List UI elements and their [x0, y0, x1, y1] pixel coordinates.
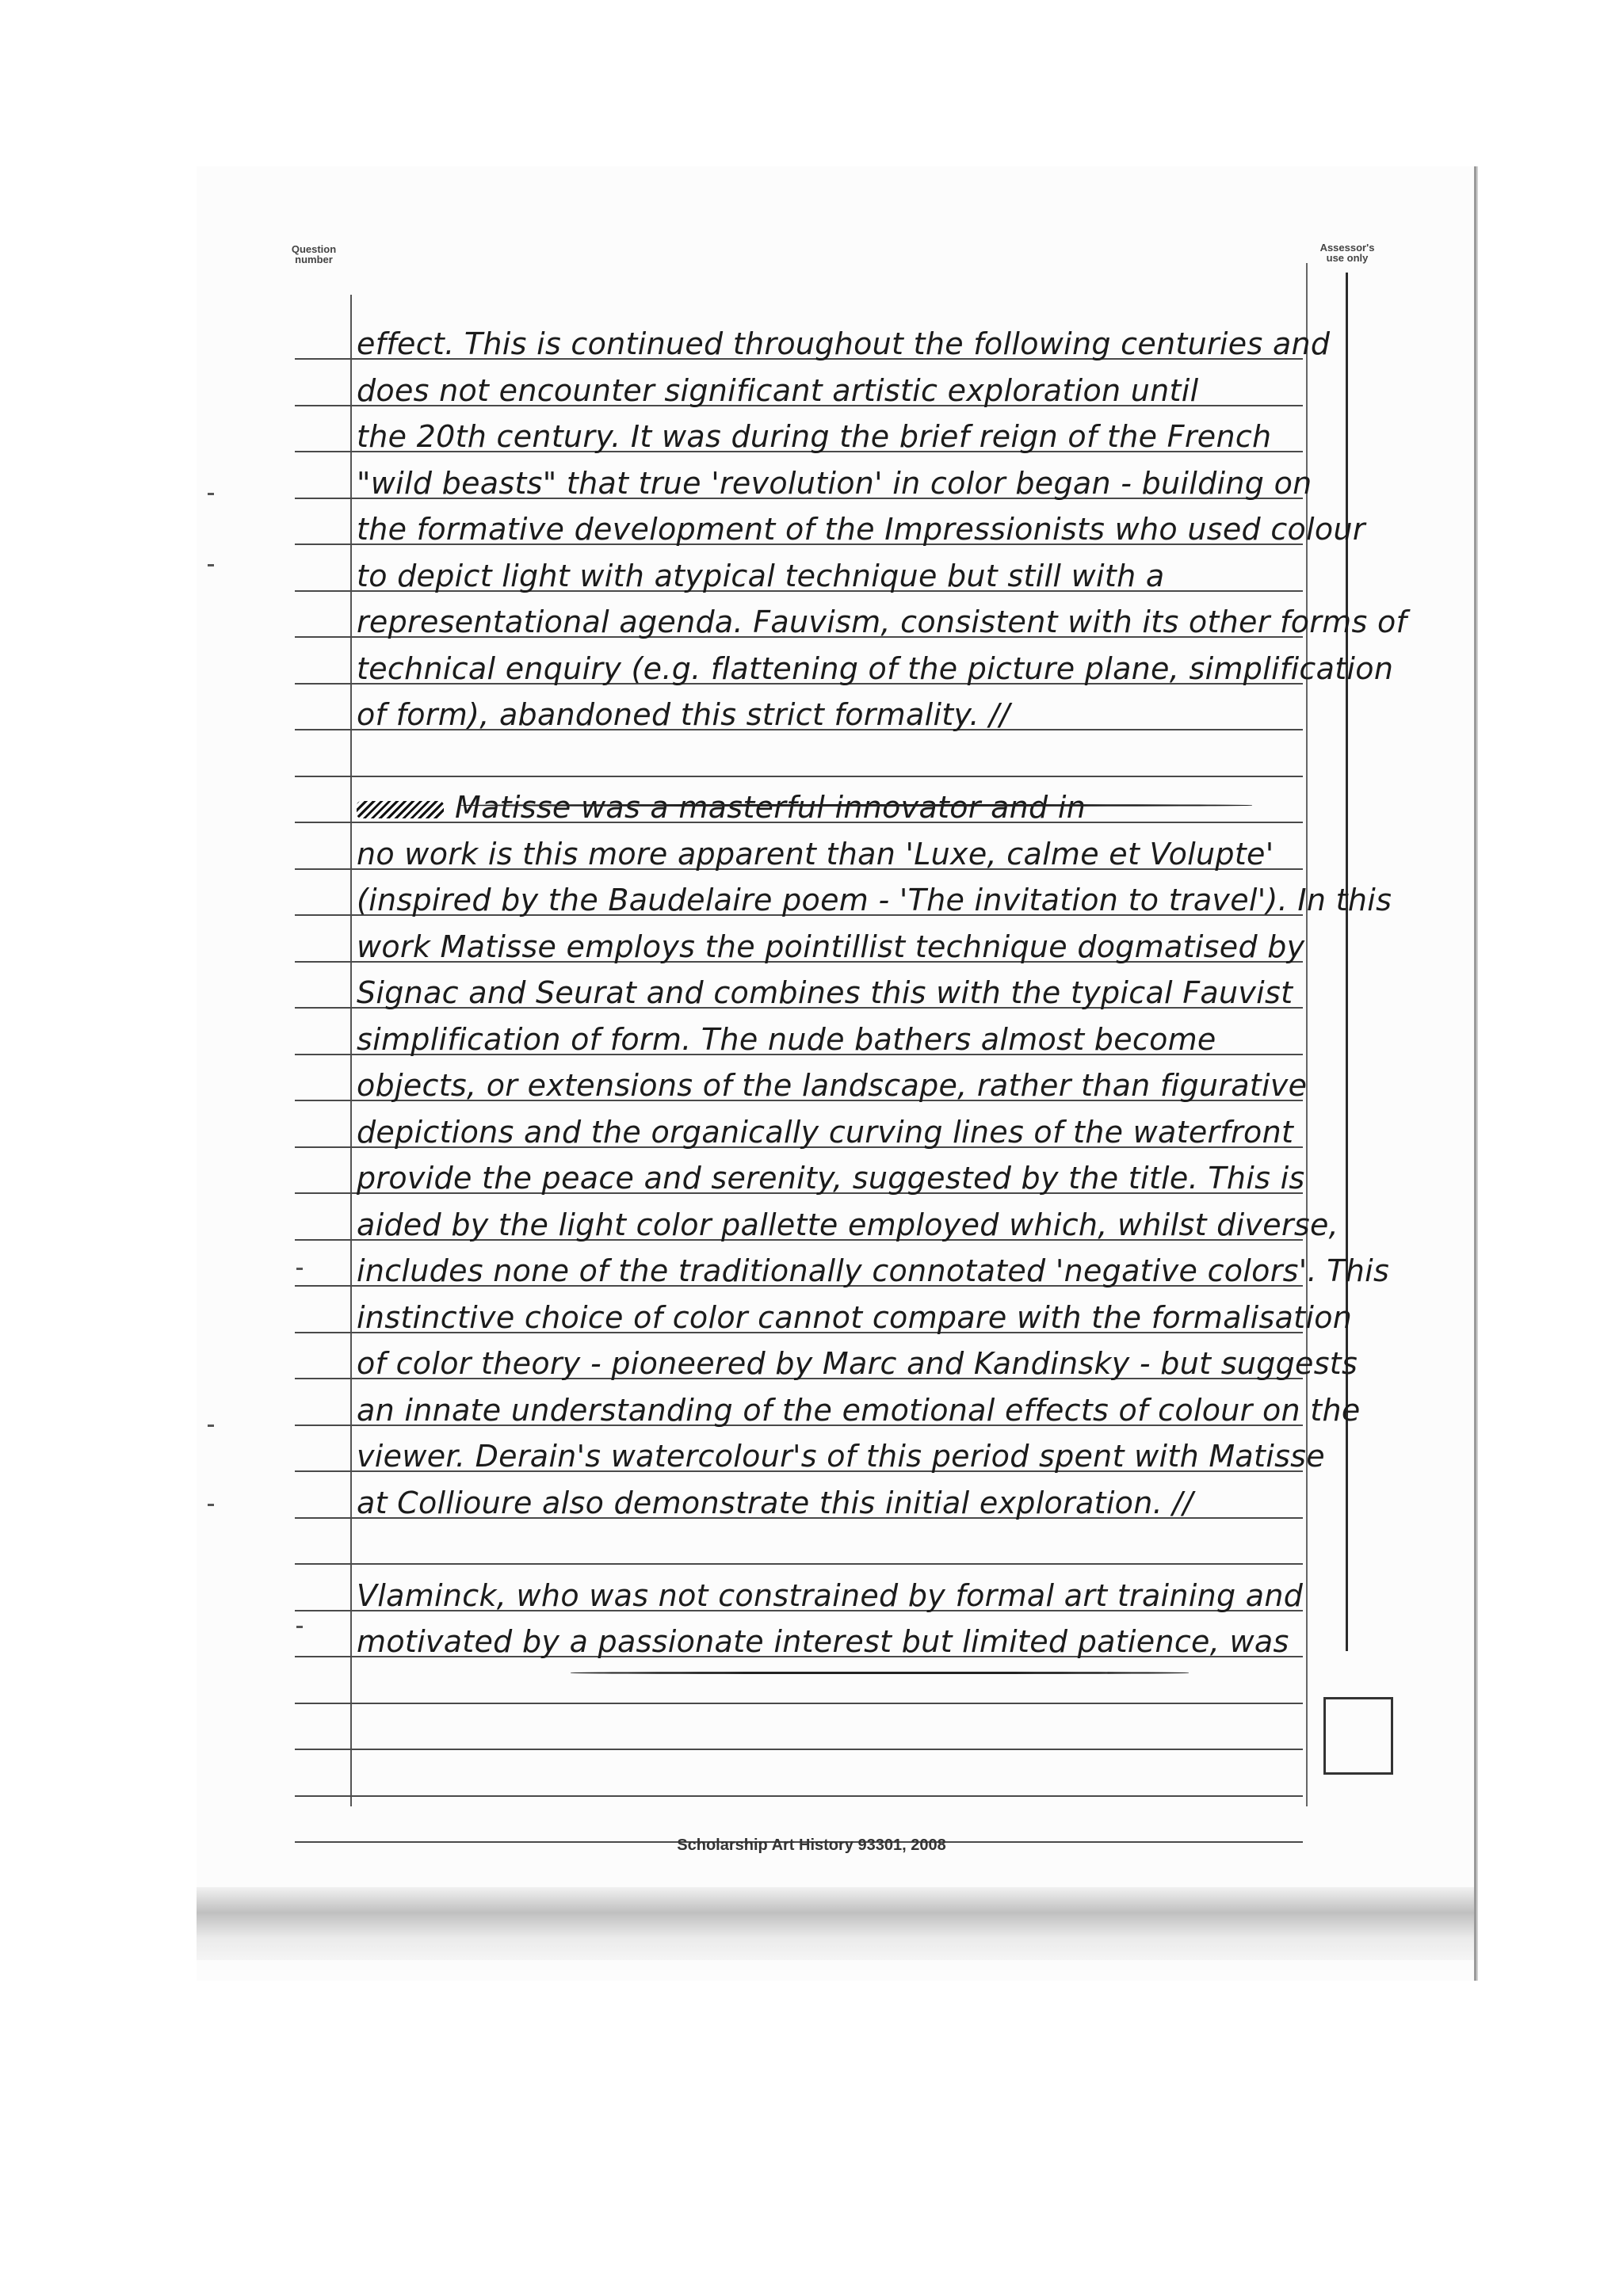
assessor-pen-mark [1346, 273, 1348, 1651]
handwritten-line: at Collioure also demonstrate this initial exploration. // [357, 1486, 1193, 1520]
question-number-label: Question number [291, 243, 337, 265]
handwritten-line [357, 790, 1300, 825]
handwritten-line: does not encounter significant artistic exploration until [357, 373, 1199, 408]
handwritten-line: of color theory - pioneered by Marc and Kandinsky - but suggests [357, 1346, 1358, 1381]
ruled-line [295, 1795, 1303, 1797]
paragraph-end-stroke [571, 1672, 1189, 1674]
handwritten-line: includes none of the traditionally connotated 'negative colors'. This [357, 1253, 1390, 1288]
margin-mark [296, 1626, 303, 1628]
margin-mark [208, 1425, 214, 1427]
handwritten-line: objects, or extensions of the landscape, rather than figurative [357, 1068, 1308, 1103]
handwritten-line: effect. This is continued throughout the following centuries and [357, 326, 1331, 361]
margin-mark [296, 1268, 303, 1270]
assessor-mark-box [1323, 1697, 1393, 1775]
handwritten-line: simplification of form. The nude bathers almost become [357, 1022, 1216, 1057]
margin-mark [208, 493, 214, 495]
handwritten-line: the formative development of the Impressionists who used colour [357, 512, 1365, 547]
handwritten-line: motivated by a passionate interest but limited patience, was [357, 1624, 1289, 1659]
handwritten-line: the 20th century. It was during the brief reign of the French [357, 419, 1272, 454]
handwritten-line: depictions and the organically curving lines of the waterfront [357, 1115, 1294, 1150]
handwritten-line: an innate understanding of the emotional effects of colour on the [357, 1393, 1361, 1428]
crossed-out-word [357, 801, 444, 818]
handwritten-line: aided by the light color pallette employed which, whilst diverse, [357, 1207, 1339, 1242]
handwritten-line: technical enquiry (e.g. flattening of the picture plane, simplification [357, 651, 1394, 686]
ruled-line [295, 776, 1303, 777]
handwritten-line: viewer. Derain's watercolour's of this period spent with Matisse [357, 1439, 1325, 1474]
margin-mark [208, 564, 214, 566]
handwritten-line: work Matisse employs the pointillist technique dogmatised by [357, 929, 1305, 964]
handwritten-line: (inspired by the Baudelaire poem - 'The invitation to travel'). In this [357, 883, 1392, 917]
scan-shadow-strip [197, 1887, 1474, 1960]
margin-mark [208, 1504, 214, 1506]
handwritten-line: Vlaminck, who was not constrained by formal art training and [357, 1578, 1304, 1613]
handwritten-line: "wild beasts" that true 'revolution' in color began - building on [357, 466, 1312, 501]
ruled-line [295, 1563, 1303, 1565]
handwritten-line: of form), abandoned this strict formality. // [357, 697, 1010, 732]
handwritten-line: no work is this more apparent than 'Luxe, calme et Volupte' [357, 837, 1274, 871]
paragraph-end-stroke [460, 804, 1252, 807]
page-footer: Scholarship Art History 93301, 2008 [677, 1836, 946, 1854]
handwritten-line: Signac and Seurat and combines this with the typical Fauvist [357, 975, 1293, 1010]
handwritten-line: instinctive choice of color cannot compare with the formalisation [357, 1300, 1353, 1335]
ruled-line [295, 1749, 1303, 1750]
handwritten-line: to depict light with atypical technique but still with a [357, 559, 1165, 593]
handwritten-line: representational agenda. Fauvism, consistent with its other forms of [357, 605, 1407, 639]
assessor-use-label: Assessor's use only [1319, 242, 1375, 264]
ruled-line [295, 1703, 1303, 1704]
handwritten-line: provide the peace and serenity, suggested by the title. This is [357, 1161, 1305, 1196]
handwritten-text: Matisse was a masterful innovator and in [455, 790, 1086, 825]
